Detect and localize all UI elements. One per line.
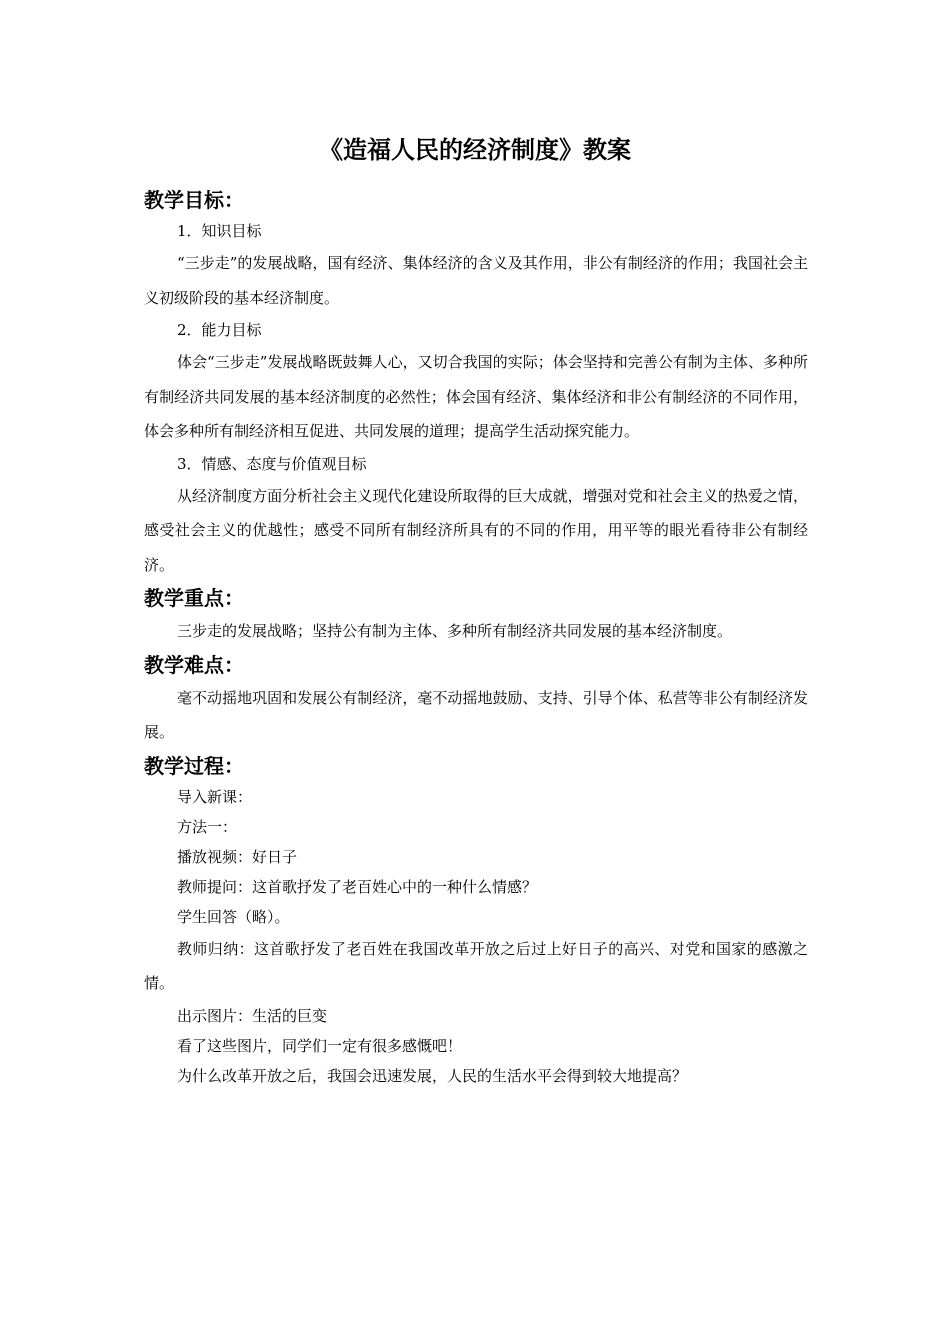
values-objective-label: 3．情感、态度与价值观目标: [177, 454, 367, 473]
process-line: 方法一：: [177, 817, 238, 836]
process-line: 导入新课：: [177, 787, 253, 806]
heading-difficulties: 教学难点：: [144, 652, 244, 677]
key-points-text: 三步走的发展战略；坚持公有制为主体、多种所有制经济共同发展的基本经济制度。: [177, 622, 733, 640]
ability-objective-label: 2．能力目标: [177, 321, 262, 339]
process-line: 为什么改革开放之后，我国会迅速发展，人民的生活水平会得到较大地提高？: [177, 1066, 688, 1085]
process-line: 教师归纳：这首歌抒发了老百姓在我国改革开放之后过上好日子的高兴、对党和国家的感激之情。: [144, 939, 808, 992]
process-line: 出示图片：生活的巨变: [177, 1006, 328, 1025]
process-line: 教师提问：这首歌抒发了老百姓心中的一种什么情感？: [177, 877, 538, 896]
heading-key-points: 教学重点：: [144, 586, 244, 610]
process-line: 看了这些图片，同学们一定有很多感慨吧！: [177, 1036, 463, 1055]
process-line: 播放视频：好日子: [177, 847, 298, 866]
document-title: 《造福人民的经济制度》教案: [319, 136, 631, 164]
heading-process: 教学过程：: [144, 753, 244, 778]
ability-objective-text: 体会“三步走”发展战略既鼓舞人心，又切合我国的实际；体会坚持和完善公有制为主体、多种所有制经济共同发展的基本经济制度的必然性；体会国有经济、集体经济和非公有制经济的不同作用，体会多种所有制经济相互促进、共同发展的道理；提高学生活动探究能力。: [144, 353, 808, 440]
knowledge-objective-label: 1．知识目标: [177, 222, 262, 240]
process-line: 学生回答（略）。: [177, 907, 290, 926]
knowledge-objective-text: “三步走”的发展战略，国有经济、集体经济的含义及其作用，非公有制经济的作用；我国社会主义初级阶段的基本经济制度。: [144, 254, 808, 307]
values-objective-text: 从经济制度方面分析社会主义现代化建设所取得的巨大成就，增强对党和社会主义的热爱之情，感受社会主义的优越性；感受不同所有制经济所具有的不同的作用，用平等的眼光看待非公有制经济。: [144, 486, 808, 574]
document-body: [144, 184, 808, 1091]
difficulties-text: 毫不动摇地巩固和发展公有制经济，毫不动摇地鼓励、支持、引导个体、私营等非公有制经济发展。: [144, 688, 808, 741]
heading-objectives: 教学目标：: [144, 188, 244, 212]
